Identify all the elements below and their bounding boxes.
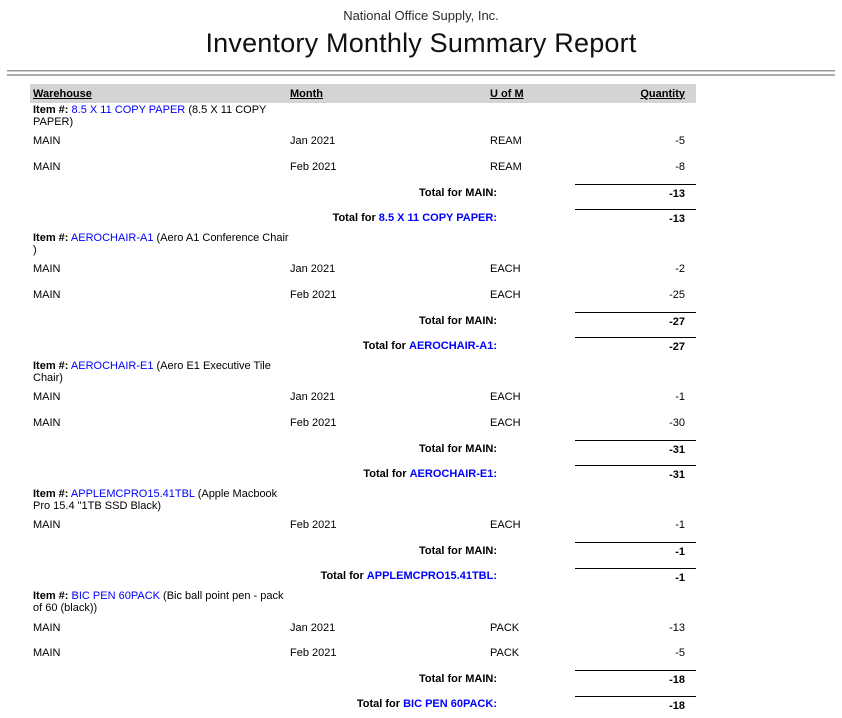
uom-cell: EACH — [490, 416, 521, 429]
item-header-row — [30, 487, 696, 513]
warehouse-total-row — [30, 436, 696, 462]
month-cell: Jan 2021 — [290, 391, 336, 404]
item-section — [30, 231, 696, 359]
item-data-rows — [30, 615, 696, 666]
month-cell: Jan 2021 — [290, 263, 336, 276]
item-data-rows — [30, 129, 696, 180]
warehouse-cell: MAIN — [33, 135, 61, 148]
uom-cell: EACH — [490, 391, 521, 404]
column-header-quantity: Quantity — [640, 87, 685, 100]
warehouse-total-row — [30, 308, 696, 334]
item-data-rows — [30, 257, 696, 308]
quantity-cell: -5 — [675, 135, 685, 148]
item-total-quantity: -13 — [575, 209, 696, 231]
uom-cell: EACH — [490, 263, 521, 276]
item-total-quantity: -1 — [575, 568, 696, 590]
item-section — [30, 589, 696, 717]
item-total-label — [33, 564, 575, 590]
column-header-warehouse: Warehouse — [33, 87, 92, 100]
quantity-cell: -25 — [669, 288, 685, 301]
item-total-prefix: Total for — [320, 570, 367, 583]
warehouse-total-label: Total for MAIN: — [418, 186, 497, 199]
item-total-row — [30, 692, 696, 718]
item-total-quantity: -31 — [575, 465, 696, 487]
inventory-row — [30, 257, 696, 283]
item-number-label: Item #: — [33, 487, 69, 500]
company-name: National Office Supply, Inc. — [343, 8, 499, 23]
warehouse-total-quantity: -27 — [575, 312, 696, 334]
item-code-link[interactable]: AEROCHAIR-A1 — [70, 231, 154, 244]
warehouse-total-quantity: -1 — [575, 542, 696, 564]
uom-cell: PACK — [490, 647, 520, 660]
item-total-label — [33, 205, 575, 231]
month-cell: Feb 2021 — [290, 160, 337, 173]
warehouse-total-label: Total for MAIN: — [418, 544, 497, 557]
item-code-link[interactable]: BIC PEN 60PACK — [71, 590, 160, 603]
quantity-cell: -1 — [675, 519, 685, 532]
inventory-summary-table — [30, 84, 696, 717]
item-header-text — [33, 590, 290, 614]
item-number-label: Item #: — [33, 103, 69, 116]
item-description: (Bic ball point pen - pack of 60 (black)) — [33, 590, 284, 615]
divider-line-top — [7, 70, 835, 72]
item-header-row — [30, 103, 696, 129]
uom-cell: REAM — [490, 135, 522, 148]
month-cell: Feb 2021 — [290, 288, 337, 301]
warehouse-cell: MAIN — [33, 288, 61, 301]
warehouse-total-row — [30, 538, 696, 564]
warehouse-total-quantity: -13 — [575, 184, 696, 206]
table-body — [30, 103, 696, 717]
item-number-label: Item #: — [33, 231, 69, 244]
inventory-row — [30, 154, 696, 180]
warehouse-cell: MAIN — [33, 647, 61, 660]
item-description: (Apple Macbook Pro 15.4 "1TB SSD Black) — [33, 487, 278, 512]
item-total-code-link[interactable]: AEROCHAIR-A1: — [409, 340, 497, 353]
inventory-row — [30, 640, 696, 666]
item-data-rows — [30, 385, 696, 436]
divider-line-bottom — [7, 74, 835, 76]
inventory-row — [30, 129, 696, 155]
item-header-row — [30, 359, 696, 385]
warehouse-cell: MAIN — [33, 519, 61, 532]
warehouse-cell: MAIN — [33, 416, 61, 429]
item-description: (Aero E1 Executive Tile Chair) — [33, 359, 271, 384]
item-total-row — [30, 564, 696, 590]
month-cell: Jan 2021 — [290, 621, 336, 634]
uom-cell: EACH — [490, 519, 521, 532]
uom-cell: REAM — [490, 160, 522, 173]
warehouse-total-row — [30, 180, 696, 206]
warehouse-cell: MAIN — [33, 621, 61, 634]
item-total-label — [33, 461, 575, 487]
inventory-row — [30, 410, 696, 436]
item-total-prefix: Total for — [362, 340, 409, 353]
quantity-cell: -8 — [675, 160, 685, 173]
item-total-code-link[interactable]: 8.5 X 11 COPY PAPER: — [378, 212, 497, 225]
quantity-cell: -13 — [669, 621, 685, 634]
item-code-link[interactable]: AEROCHAIR-E1 — [70, 359, 154, 372]
item-total-code-link[interactable]: BIC PEN 60PACK: — [403, 698, 497, 711]
column-header-month: Month — [290, 87, 323, 100]
warehouse-total-row — [30, 666, 696, 692]
item-code-link[interactable]: APPLEMCPRO15.41TBL — [70, 487, 195, 500]
item-total-row — [30, 461, 696, 487]
table-header-row — [30, 84, 696, 103]
item-number-label: Item #: — [33, 359, 69, 372]
item-header-row — [30, 231, 696, 257]
month-cell: Feb 2021 — [290, 647, 337, 660]
item-code-link[interactable]: 8.5 X 11 COPY PAPER — [71, 103, 186, 116]
quantity-cell: -30 — [669, 416, 685, 429]
item-section — [30, 487, 696, 589]
warehouse-cell: MAIN — [33, 160, 61, 173]
inventory-row — [30, 615, 696, 641]
month-cell: Feb 2021 — [290, 519, 337, 532]
item-total-label — [33, 692, 575, 718]
item-total-row — [30, 333, 696, 359]
quantity-cell: -1 — [675, 391, 685, 404]
item-header-text — [33, 360, 290, 384]
warehouse-cell: MAIN — [33, 391, 61, 404]
month-cell: Jan 2021 — [290, 135, 336, 148]
item-section — [30, 103, 696, 231]
item-total-row — [30, 205, 696, 231]
item-header-text — [33, 104, 290, 128]
item-description: (8.5 X 11 COPY PAPER) — [33, 103, 267, 128]
warehouse-total-quantity: -31 — [575, 440, 696, 462]
uom-cell: PACK — [490, 621, 520, 634]
column-header-uom: U of M — [490, 87, 524, 100]
item-section — [30, 359, 696, 487]
inventory-row — [30, 282, 696, 308]
item-description: (Aero A1 Conference Chair ) — [33, 231, 289, 256]
header-divider — [7, 70, 835, 76]
inventory-row — [30, 385, 696, 411]
month-cell: Feb 2021 — [290, 416, 337, 429]
quantity-cell: -2 — [675, 263, 685, 276]
page-title: Inventory Monthly Summary Report — [205, 28, 637, 58]
item-total-prefix: Total for — [332, 212, 379, 225]
item-total-code-link[interactable]: AEROCHAIR-E1: — [409, 468, 497, 481]
warehouse-cell: MAIN — [33, 263, 61, 276]
item-total-prefix: Total for — [363, 468, 410, 481]
warehouse-total-label: Total for MAIN: — [418, 314, 497, 327]
item-number-label: Item #: — [33, 590, 69, 603]
item-header-text — [33, 488, 290, 512]
item-total-quantity: -18 — [575, 696, 696, 718]
item-header-text — [33, 232, 290, 256]
quantity-cell: -5 — [675, 647, 685, 660]
inventory-row — [30, 513, 696, 539]
item-total-quantity: -27 — [575, 337, 696, 359]
item-total-prefix: Total for — [356, 698, 404, 711]
item-data-rows — [30, 513, 696, 539]
warehouse-total-quantity: -18 — [575, 670, 696, 692]
warehouse-total-label: Total for MAIN: — [418, 442, 497, 455]
item-header-row — [30, 589, 696, 615]
item-total-code-link[interactable]: APPLEMCPRO15.41TBL: — [366, 570, 497, 583]
warehouse-total-label: Total for MAIN: — [418, 672, 497, 685]
uom-cell: EACH — [490, 288, 521, 301]
item-total-label — [33, 333, 575, 359]
